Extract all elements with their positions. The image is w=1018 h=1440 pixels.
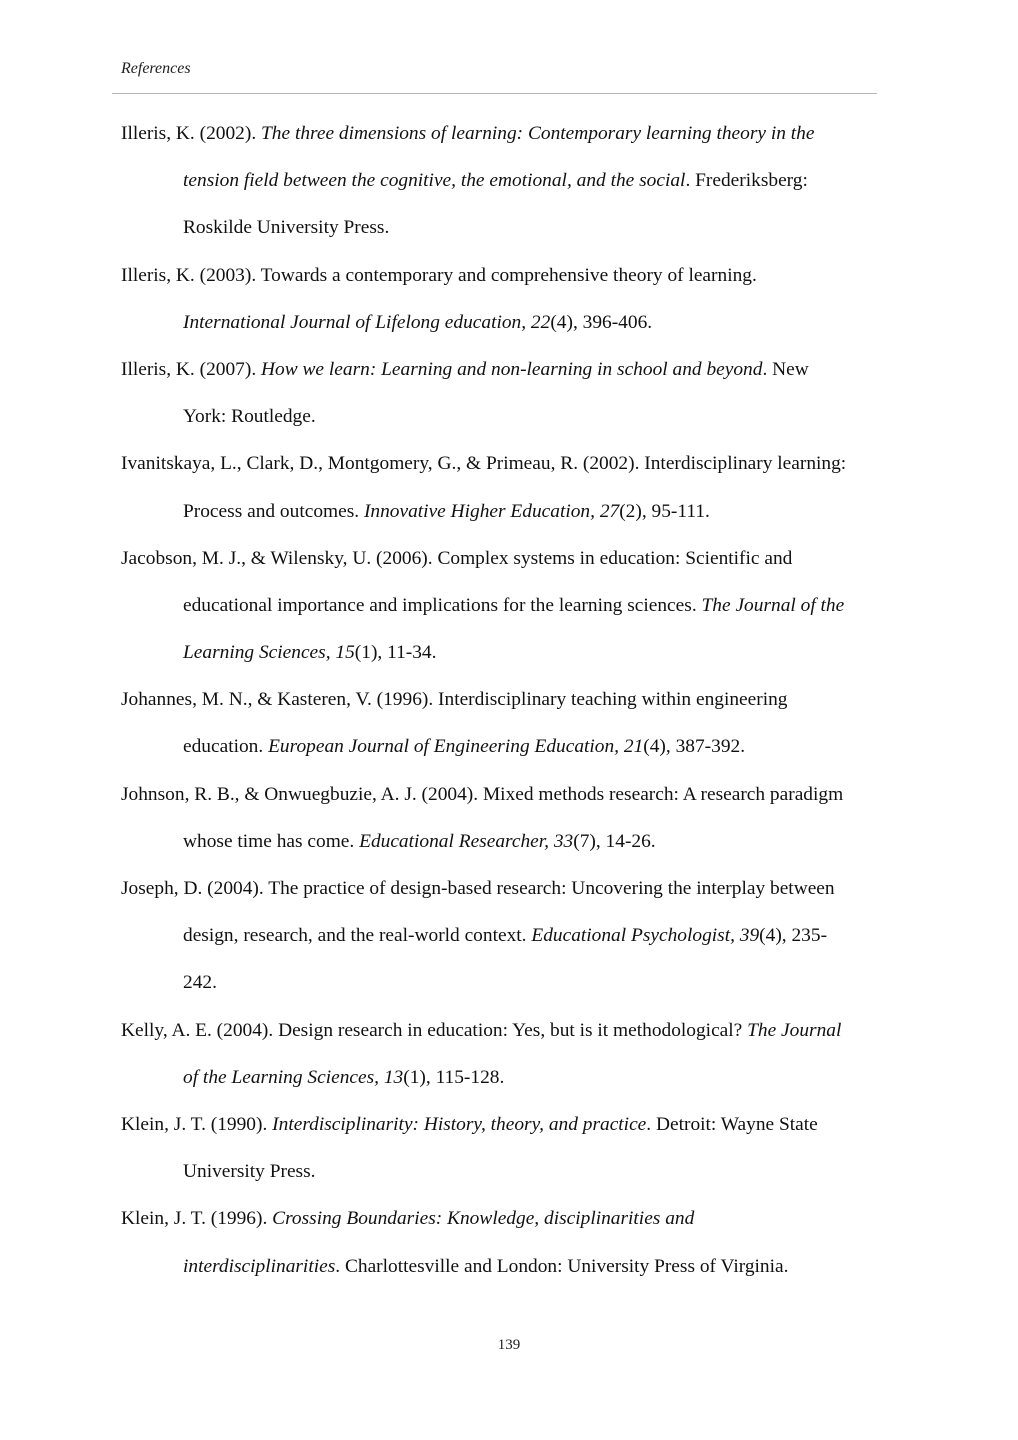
reference-text: University Press.: [183, 1161, 316, 1183]
reference-text: design, research, and the real-world context.: [183, 925, 532, 947]
reference-text: . Charlottesville and London: University Press of Virginia.: [335, 1255, 789, 1277]
reference-text: educational importance and implications for the learning sciences.: [183, 594, 702, 616]
reference-line: [121, 1054, 901, 1101]
reference-text: Johnson, R. B., & Onwuegbuzie, A. J. (2004). Mixed methods research: A research paradigm: [121, 783, 844, 805]
reference-text: (4), 235-: [759, 925, 828, 947]
reference-line: [121, 629, 901, 676]
reference-text: Johannes, M. N., & Kasteren, V. (1996). Interdisciplinary teaching within engineering: [121, 689, 788, 711]
reference-text: Jacobson, M. J., & Wilensky, U. (2006). Complex systems in education: Scientific and: [121, 547, 793, 569]
reference-entry: [121, 865, 901, 1007]
reference-line: [121, 535, 901, 582]
reference-line: [121, 1007, 901, 1054]
reference-line: [121, 771, 901, 818]
reference-line: [121, 865, 901, 912]
reference-entry: [121, 1007, 901, 1101]
reference-entry: [121, 346, 901, 440]
reference-italic-text: Crossing Boundaries: Knowledge, disciplinarities and: [272, 1208, 695, 1230]
reference-italic-text: Interdisciplinarity: History, theory, and practice: [272, 1113, 647, 1135]
reference-text: 242.: [183, 972, 217, 994]
reference-text: Illeris, K. (2002).: [121, 123, 262, 144]
reference-italic-text: tension field between the cognitive, the emotional, and the social: [183, 170, 686, 192]
reference-text: York: Routledge.: [183, 406, 316, 428]
reference-italic-text: Educational Researcher, 33: [359, 830, 574, 852]
reference-line: [121, 299, 901, 346]
reference-line: [121, 488, 901, 535]
reference-entry: [121, 1101, 901, 1195]
reference-italic-text: The three dimensions of learning: Contemporary learning theory in the: [261, 123, 815, 144]
reference-italic-text: of the Learning Sciences, 13: [183, 1066, 404, 1088]
reference-text: Illeris, K. (2007).: [121, 358, 262, 380]
reference-text: whose time has come.: [183, 830, 360, 852]
reference-entry: [121, 110, 901, 252]
reference-text: . Frederiksberg:: [685, 170, 808, 192]
reference-italic-text: The Journal of the: [701, 594, 845, 616]
reference-text: education.: [183, 736, 269, 758]
reference-entry: [121, 676, 901, 770]
reference-text: . New: [762, 358, 809, 380]
reference-italic-text: interdisciplinarities: [183, 1255, 336, 1277]
reference-italic-text: European Journal of Engineering Education, 21: [268, 736, 644, 758]
reference-text: . Detroit: Wayne State: [646, 1113, 818, 1135]
reference-entry: [121, 771, 901, 865]
reference-entry: [121, 252, 901, 346]
header-divider: [112, 93, 877, 94]
reference-line: [121, 1195, 901, 1242]
reference-italic-text: Innovative Higher Education, 27: [363, 500, 620, 522]
reference-line: [121, 818, 901, 865]
reference-line: [121, 676, 901, 723]
reference-text: (2), 95-111.: [619, 500, 710, 522]
reference-text: (7), 14-26.: [573, 830, 656, 852]
reference-line: [121, 346, 901, 393]
reference-text: (4), 387-392.: [643, 736, 746, 758]
reference-text: Klein, J. T. (1990).: [121, 1113, 273, 1135]
reference-italic-text: International Journal of Lifelong education, 22: [183, 311, 551, 333]
reference-line: [121, 440, 901, 487]
reference-text: Kelly, A. E. (2004). Design research in education: Yes, but is it methodological?: [121, 1019, 748, 1041]
reference-text: Illeris, K. (2003). Towards a contemporary and comprehensive theory of learning.: [121, 264, 757, 286]
reference-line: [121, 582, 901, 629]
reference-text: (1), 115-128.: [403, 1066, 505, 1088]
reference-entry: [121, 440, 901, 534]
reference-italic-text: How we learn: Learning and non-learning in school and beyond: [261, 358, 763, 380]
reference-list: [121, 110, 901, 1290]
reference-text: Joseph, D. (2004). The practice of design-based research: Uncovering the interplay between: [121, 878, 835, 899]
reference-line: [121, 959, 901, 1006]
reference-line: [121, 393, 901, 440]
reference-italic-text: Learning Sciences, 15: [183, 642, 355, 664]
reference-text: (4), 396-406.: [550, 311, 653, 333]
reference-entry: [121, 1195, 901, 1289]
reference-text: Klein, J. T. (1996).: [121, 1208, 273, 1230]
reference-line: [121, 157, 901, 204]
reference-line: [121, 1148, 901, 1195]
running-head: References: [121, 60, 191, 77]
reference-text: Roskilde University Press.: [183, 217, 390, 239]
reference-text: Ivanitskaya, L., Clark, D., Montgomery, G., & Primeau, R. (2002). Interdisciplinary learning:: [121, 453, 847, 475]
reference-line: [121, 204, 901, 251]
reference-entry: [121, 535, 901, 677]
reference-line: [121, 1101, 901, 1148]
reference-line: [121, 252, 901, 299]
reference-line: [121, 1243, 901, 1290]
reference-italic-text: The Journal: [747, 1019, 842, 1041]
reference-line: [121, 912, 901, 959]
reference-line: [121, 110, 901, 157]
reference-text: (1), 11-34.: [354, 642, 437, 664]
reference-text: Process and outcomes.: [183, 500, 364, 522]
reference-line: [121, 723, 901, 770]
page-number: 139: [497, 1337, 521, 1353]
reference-italic-text: Educational Psychologist, 39: [531, 925, 760, 947]
